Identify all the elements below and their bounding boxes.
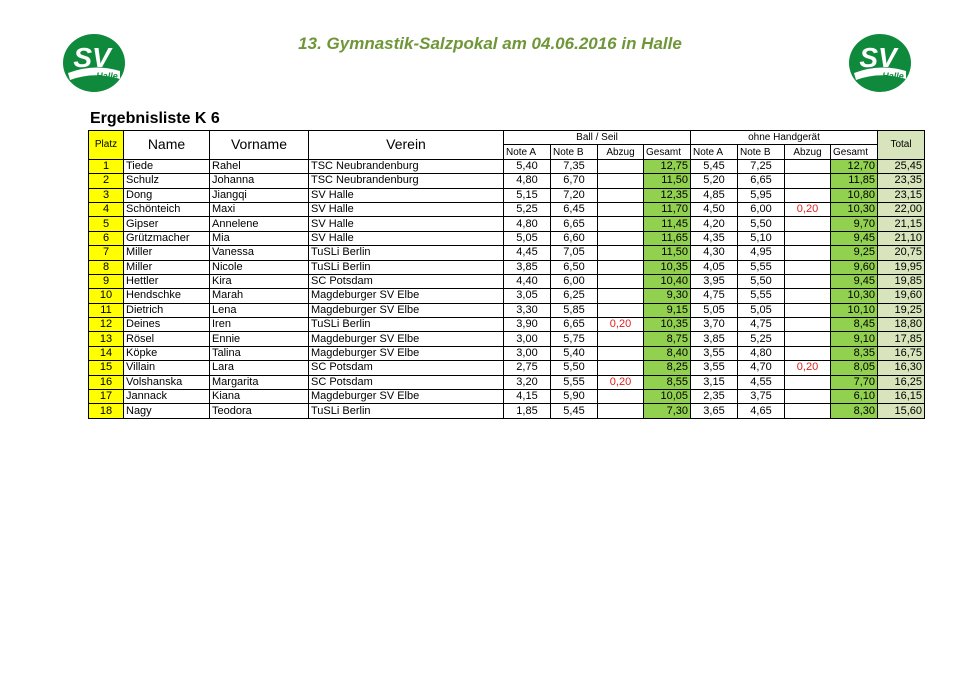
cell-g1-note-a: 4,40 (504, 274, 551, 288)
cell-total: 20,75 (878, 246, 925, 260)
cell-g2-abzug (785, 188, 831, 202)
cell-platz: 5 (89, 217, 124, 231)
cell-total: 21,10 (878, 231, 925, 245)
cell-g1-note-b: 6,65 (551, 318, 598, 332)
cell-g2-abzug (785, 231, 831, 245)
cell-g1-abzug (598, 202, 644, 216)
cell-g2-gesamt: 7,70 (831, 375, 878, 389)
cell-g2-abzug (785, 246, 831, 260)
cell-g2-gesamt: 10,30 (831, 202, 878, 216)
cell-g1-note-b: 5,50 (551, 361, 598, 375)
header-total: Total (878, 131, 925, 160)
cell-g1-gesamt: 12,75 (644, 159, 691, 173)
cell-g2-note-b: 4,55 (738, 375, 785, 389)
cell-platz: 6 (89, 231, 124, 245)
cell-platz: 12 (89, 318, 124, 332)
header-g2-abzug: Abzug (785, 145, 831, 159)
cell-g1-abzug: 0,20 (598, 318, 644, 332)
cell-name: Dong (124, 188, 210, 202)
results-table (88, 130, 925, 419)
cell-g2-note-b: 5,25 (738, 332, 785, 346)
cell-g2-abzug (785, 404, 831, 418)
cell-name: Köpke (124, 346, 210, 360)
cell-g1-note-a: 3,00 (504, 346, 551, 360)
cell-g1-abzug (598, 274, 644, 288)
cell-g1-note-b: 7,20 (551, 188, 598, 202)
table-row (89, 231, 925, 245)
cell-g2-gesamt: 11,85 (831, 174, 878, 188)
cell-g1-gesamt: 11,65 (644, 231, 691, 245)
cell-g2-note-b: 4,80 (738, 346, 785, 360)
cell-name: Gipser (124, 217, 210, 231)
cell-vorname: Kira (210, 274, 309, 288)
cell-total: 25,45 (878, 159, 925, 173)
header-g1-note-b: Note B (551, 145, 598, 159)
cell-g2-note-a: 5,45 (691, 159, 738, 173)
cell-g2-gesamt: 9,45 (831, 231, 878, 245)
logo-sv-text: SV (859, 42, 897, 73)
table-row (89, 174, 925, 188)
cell-platz: 7 (89, 246, 124, 260)
cell-vorname: Annelene (210, 217, 309, 231)
results-body (89, 159, 925, 418)
cell-g1-abzug (598, 404, 644, 418)
cell-platz: 13 (89, 332, 124, 346)
cell-g2-note-b: 4,95 (738, 246, 785, 260)
cell-platz: 11 (89, 303, 124, 317)
table-row (89, 361, 925, 375)
cell-g2-note-a: 3,70 (691, 318, 738, 332)
cell-g1-note-b: 6,60 (551, 231, 598, 245)
cell-g2-abzug (785, 375, 831, 389)
table-row (89, 390, 925, 404)
cell-g2-gesamt: 6,10 (831, 390, 878, 404)
cell-g2-gesamt: 8,30 (831, 404, 878, 418)
cell-name: Volshanska (124, 375, 210, 389)
cell-g1-note-b: 5,40 (551, 346, 598, 360)
cell-platz: 9 (89, 274, 124, 288)
cell-platz: 17 (89, 390, 124, 404)
table-row (89, 260, 925, 274)
cell-verein: TuSLi Berlin (309, 260, 504, 274)
cell-vorname: Marah (210, 289, 309, 303)
cell-vorname: Maxi (210, 202, 309, 216)
cell-verein: SC Potsdam (309, 361, 504, 375)
cell-g1-note-b: 6,00 (551, 274, 598, 288)
cell-g2-note-b: 6,65 (738, 174, 785, 188)
cell-g1-note-b: 6,65 (551, 217, 598, 231)
cell-verein: SV Halle (309, 231, 504, 245)
cell-g1-abzug (598, 289, 644, 303)
cell-g2-gesamt: 10,80 (831, 188, 878, 202)
cell-g1-abzug (598, 346, 644, 360)
table-row (89, 159, 925, 173)
cell-g1-gesamt: 10,40 (644, 274, 691, 288)
cell-g1-abzug: 0,20 (598, 375, 644, 389)
cell-g1-gesamt: 8,55 (644, 375, 691, 389)
cell-vorname: Iren (210, 318, 309, 332)
cell-g2-note-a: 4,50 (691, 202, 738, 216)
cell-g1-note-a: 3,30 (504, 303, 551, 317)
cell-vorname: Jiangqi (210, 188, 309, 202)
cell-g1-note-a: 4,80 (504, 174, 551, 188)
cell-g1-note-a: 5,15 (504, 188, 551, 202)
logo-halle-text: Halle (882, 71, 904, 81)
cell-g1-note-a: 5,05 (504, 231, 551, 245)
cell-g1-note-b: 5,90 (551, 390, 598, 404)
cell-g1-abzug (598, 303, 644, 317)
cell-total: 16,25 (878, 375, 925, 389)
cell-g2-note-b: 4,75 (738, 318, 785, 332)
cell-g2-note-a: 4,30 (691, 246, 738, 260)
cell-total: 19,85 (878, 274, 925, 288)
cell-g2-note-a: 3,55 (691, 346, 738, 360)
table-row (89, 188, 925, 202)
table-row (89, 289, 925, 303)
cell-name: Jannack (124, 390, 210, 404)
cell-g2-note-b: 6,00 (738, 202, 785, 216)
cell-vorname: Teodora (210, 404, 309, 418)
cell-g2-note-a: 3,65 (691, 404, 738, 418)
table-row (89, 375, 925, 389)
cell-g1-gesamt: 8,25 (644, 361, 691, 375)
cell-g2-gesamt: 9,45 (831, 274, 878, 288)
cell-g2-abzug (785, 274, 831, 288)
cell-g1-abzug (598, 231, 644, 245)
cell-verein: TuSLi Berlin (309, 404, 504, 418)
cell-name: Schönteich (124, 202, 210, 216)
cell-g1-gesamt: 11,50 (644, 174, 691, 188)
cell-vorname: Margarita (210, 375, 309, 389)
cell-g1-abzug (598, 246, 644, 260)
cell-g2-abzug (785, 346, 831, 360)
cell-g2-note-a: 3,85 (691, 332, 738, 346)
cell-g2-abzug (785, 303, 831, 317)
cell-total: 16,30 (878, 361, 925, 375)
table-row (89, 217, 925, 231)
table-row (89, 404, 925, 418)
cell-g1-abzug (598, 188, 644, 202)
cell-g1-abzug (598, 217, 644, 231)
cell-total: 19,95 (878, 260, 925, 274)
cell-name: Grützmacher (124, 231, 210, 245)
cell-g1-gesamt: 8,40 (644, 346, 691, 360)
cell-g1-note-b: 7,05 (551, 246, 598, 260)
cell-platz: 16 (89, 375, 124, 389)
cell-vorname: Talina (210, 346, 309, 360)
cell-g2-gesamt: 8,35 (831, 346, 878, 360)
cell-g1-note-a: 2,75 (504, 361, 551, 375)
logo-halle-text: Halle (96, 71, 118, 81)
cell-g1-gesamt: 10,05 (644, 390, 691, 404)
cell-g2-abzug (785, 390, 831, 404)
table-row (89, 246, 925, 260)
cell-platz: 1 (89, 159, 124, 173)
header-platz: Platz (89, 131, 124, 160)
cell-g2-abzug (785, 159, 831, 173)
cell-name: Deines (124, 318, 210, 332)
cell-total: 21,15 (878, 217, 925, 231)
cell-g2-note-a: 4,05 (691, 260, 738, 274)
cell-g2-note-a: 4,20 (691, 217, 738, 231)
cell-g2-note-a: 2,35 (691, 390, 738, 404)
cell-g2-gesamt: 9,10 (831, 332, 878, 346)
cell-g1-note-b: 7,35 (551, 159, 598, 173)
cell-vorname: Ennie (210, 332, 309, 346)
cell-verein: Magdeburger SV Elbe (309, 332, 504, 346)
cell-platz: 3 (89, 188, 124, 202)
cell-g2-note-b: 5,55 (738, 260, 785, 274)
cell-g2-abzug (785, 174, 831, 188)
cell-g1-gesamt: 8,75 (644, 332, 691, 346)
cell-verein: TuSLi Berlin (309, 318, 504, 332)
cell-g2-note-b: 3,75 (738, 390, 785, 404)
cell-name: Miller (124, 260, 210, 274)
cell-verein: SV Halle (309, 217, 504, 231)
cell-g2-note-a: 4,75 (691, 289, 738, 303)
cell-total: 15,60 (878, 404, 925, 418)
cell-name: Hettler (124, 274, 210, 288)
cell-name: Nagy (124, 404, 210, 418)
cell-verein: Magdeburger SV Elbe (309, 390, 504, 404)
header-verein: Verein (309, 131, 504, 160)
cell-g2-gesamt: 12,70 (831, 159, 878, 173)
cell-g2-note-b: 5,50 (738, 274, 785, 288)
cell-g1-abzug (598, 361, 644, 375)
cell-g2-abzug (785, 289, 831, 303)
cell-g2-note-a: 4,35 (691, 231, 738, 245)
cell-verein: Magdeburger SV Elbe (309, 303, 504, 317)
cell-verein: TuSLi Berlin (309, 246, 504, 260)
cell-g2-abzug (785, 217, 831, 231)
cell-g2-note-a: 3,55 (691, 361, 738, 375)
cell-platz: 10 (89, 289, 124, 303)
cell-name: Dietrich (124, 303, 210, 317)
cell-name: Rösel (124, 332, 210, 346)
cell-platz: 18 (89, 404, 124, 418)
cell-g2-note-a: 5,20 (691, 174, 738, 188)
table-row (89, 303, 925, 317)
header-g2-note-b: Note B (738, 145, 785, 159)
cell-g2-note-b: 5,10 (738, 231, 785, 245)
cell-vorname: Lena (210, 303, 309, 317)
cell-g2-abzug: 0,20 (785, 361, 831, 375)
cell-g1-note-a: 4,80 (504, 217, 551, 231)
header-g2-note-a: Note A (691, 145, 738, 159)
cell-g1-note-b: 6,70 (551, 174, 598, 188)
cell-g2-note-b: 5,50 (738, 217, 785, 231)
cell-name: Tiede (124, 159, 210, 173)
cell-g1-abzug (598, 174, 644, 188)
cell-platz: 14 (89, 346, 124, 360)
cell-total: 22,00 (878, 202, 925, 216)
cell-g1-gesamt: 11,50 (644, 246, 691, 260)
cell-g1-note-a: 3,05 (504, 289, 551, 303)
cell-total: 23,35 (878, 174, 925, 188)
cell-g1-note-b: 5,75 (551, 332, 598, 346)
cell-platz: 15 (89, 361, 124, 375)
cell-total: 16,75 (878, 346, 925, 360)
cell-vorname: Kiana (210, 390, 309, 404)
cell-platz: 8 (89, 260, 124, 274)
header-g2-gesamt: Gesamt (831, 145, 878, 159)
cell-g1-gesamt: 7,30 (644, 404, 691, 418)
cell-g1-note-a: 3,00 (504, 332, 551, 346)
cell-total: 19,60 (878, 289, 925, 303)
cell-total: 23,15 (878, 188, 925, 202)
cell-g1-gesamt: 11,70 (644, 202, 691, 216)
cell-g2-gesamt: 9,70 (831, 217, 878, 231)
cell-total: 18,80 (878, 318, 925, 332)
header-name: Name (124, 131, 210, 160)
cell-g1-note-b: 5,85 (551, 303, 598, 317)
header-vorname: Vorname (210, 131, 309, 160)
cell-g1-abzug (598, 390, 644, 404)
cell-verein: Magdeburger SV Elbe (309, 289, 504, 303)
cell-g1-note-b: 6,50 (551, 260, 598, 274)
cell-vorname: Nicole (210, 260, 309, 274)
cell-g2-note-a: 5,05 (691, 303, 738, 317)
cell-g2-note-b: 4,65 (738, 404, 785, 418)
header-g1-gesamt: Gesamt (644, 145, 691, 159)
cell-total: 17,85 (878, 332, 925, 346)
cell-g1-note-a: 4,45 (504, 246, 551, 260)
cell-g2-gesamt: 8,05 (831, 361, 878, 375)
cell-vorname: Rahel (210, 159, 309, 173)
cell-verein: SV Halle (309, 188, 504, 202)
cell-g2-note-b: 7,25 (738, 159, 785, 173)
header-g1-note-a: Note A (504, 145, 551, 159)
cell-verein: SC Potsdam (309, 375, 504, 389)
cell-verein: Magdeburger SV Elbe (309, 346, 504, 360)
table-row (89, 274, 925, 288)
cell-g1-abzug (598, 332, 644, 346)
header-row-1 (89, 131, 925, 145)
cell-name: Schulz (124, 174, 210, 188)
cell-g2-abzug (785, 260, 831, 274)
cell-name: Hendschke (124, 289, 210, 303)
cell-g1-note-a: 1,85 (504, 404, 551, 418)
cell-g2-gesamt: 9,60 (831, 260, 878, 274)
cell-g1-gesamt: 11,45 (644, 217, 691, 231)
cell-g1-gesamt: 12,35 (644, 188, 691, 202)
cell-g2-abzug (785, 332, 831, 346)
document-title: 13. Gymnastik-Salzpokal am 04.06.2016 in Halle (298, 34, 682, 53)
cell-verein: SC Potsdam (309, 274, 504, 288)
cell-g2-gesamt: 10,10 (831, 303, 878, 317)
cell-g2-note-b: 5,95 (738, 188, 785, 202)
cell-g2-gesamt: 8,45 (831, 318, 878, 332)
cell-g2-abzug (785, 318, 831, 332)
cell-verein: TSC Neubrandenburg (309, 174, 504, 188)
cell-verein: TSC Neubrandenburg (309, 159, 504, 173)
cell-g1-note-a: 3,20 (504, 375, 551, 389)
cell-g2-note-b: 5,55 (738, 289, 785, 303)
cell-total: 19,25 (878, 303, 925, 317)
cell-g2-note-a: 3,95 (691, 274, 738, 288)
cell-g2-note-a: 3,15 (691, 375, 738, 389)
table-row (89, 202, 925, 216)
table-row (89, 332, 925, 346)
cell-g1-note-a: 5,40 (504, 159, 551, 173)
cell-g1-gesamt: 9,30 (644, 289, 691, 303)
table-row (89, 346, 925, 360)
cell-g1-gesamt: 9,15 (644, 303, 691, 317)
results-list-title: Ergebnisliste K 6 (90, 110, 220, 127)
cell-verein: SV Halle (309, 202, 504, 216)
cell-g2-abzug: 0,20 (785, 202, 831, 216)
cell-g2-gesamt: 9,25 (831, 246, 878, 260)
cell-vorname: Johanna (210, 174, 309, 188)
header-group-ohne-handgeraet: ohne Handgerät (691, 131, 878, 145)
cell-g1-abzug (598, 159, 644, 173)
cell-vorname: Vanessa (210, 246, 309, 260)
header-group-ball-seil: Ball / Seil (504, 131, 691, 145)
cell-g2-note-b: 4,70 (738, 361, 785, 375)
cell-g1-note-a: 4,15 (504, 390, 551, 404)
cell-g2-gesamt: 10,30 (831, 289, 878, 303)
cell-platz: 2 (89, 174, 124, 188)
cell-g1-gesamt: 10,35 (644, 318, 691, 332)
cell-total: 16,15 (878, 390, 925, 404)
cell-g1-note-b: 6,25 (551, 289, 598, 303)
cell-g1-note-a: 3,85 (504, 260, 551, 274)
table-row (89, 318, 925, 332)
cell-g2-note-a: 4,85 (691, 188, 738, 202)
cell-g1-note-a: 5,25 (504, 202, 551, 216)
cell-name: Villain (124, 361, 210, 375)
cell-g2-note-b: 5,05 (738, 303, 785, 317)
cell-g1-gesamt: 10,35 (644, 260, 691, 274)
logo-sv-text: SV (73, 42, 111, 73)
cell-vorname: Lara (210, 361, 309, 375)
cell-g1-note-b: 5,45 (551, 404, 598, 418)
cell-g1-note-b: 5,55 (551, 375, 598, 389)
cell-g1-note-a: 3,90 (504, 318, 551, 332)
cell-g1-note-b: 6,45 (551, 202, 598, 216)
cell-platz: 4 (89, 202, 124, 216)
cell-g1-abzug (598, 260, 644, 274)
cell-name: Miller (124, 246, 210, 260)
cell-vorname: Mia (210, 231, 309, 245)
header-g1-abzug: Abzug (598, 145, 644, 159)
